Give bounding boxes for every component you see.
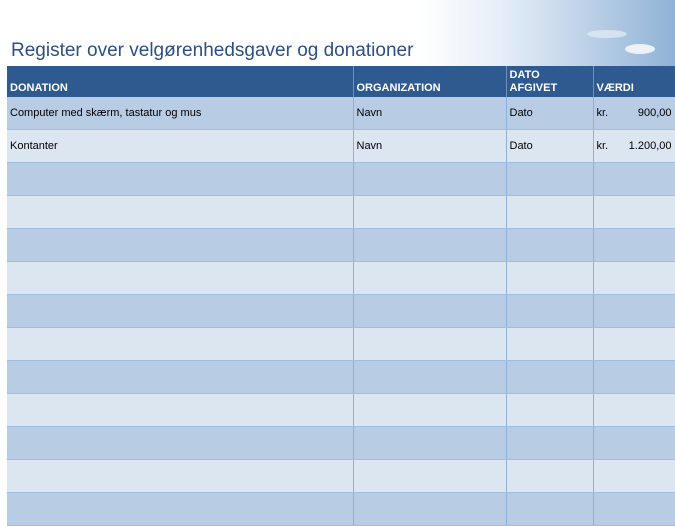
- cell-date[interactable]: [506, 493, 593, 526]
- cell-date[interactable]: [506, 196, 593, 229]
- cell-value[interactable]: [593, 163, 675, 196]
- currency: kr.: [596, 140, 609, 152]
- cell-date[interactable]: Dato: [506, 130, 593, 163]
- table-row: [7, 130, 675, 163]
- cell-donation[interactable]: Kontanter: [7, 130, 353, 163]
- cell-value[interactable]: [593, 295, 675, 328]
- cell-donation[interactable]: [7, 229, 353, 262]
- page-title: Register over velgørenhedsgaver og donationer: [11, 40, 414, 61]
- cell-date[interactable]: [506, 229, 593, 262]
- header-donation[interactable]: DONATION: [7, 66, 353, 97]
- cell-value[interactable]: [593, 328, 675, 361]
- cell-organization[interactable]: [353, 262, 506, 295]
- cell-date[interactable]: [506, 262, 593, 295]
- cell-organization[interactable]: Navn: [353, 130, 506, 163]
- table-row: [7, 427, 675, 460]
- table-row: [7, 163, 675, 196]
- cell-date[interactable]: [506, 460, 593, 493]
- cloud-decoration: [587, 30, 627, 38]
- table-row: [7, 328, 675, 361]
- amount: 1.200,00: [628, 140, 672, 152]
- cell-date[interactable]: [506, 295, 593, 328]
- table-row: [7, 262, 675, 295]
- cell-organization[interactable]: [353, 394, 506, 427]
- table-row: [7, 361, 675, 394]
- cell-donation[interactable]: [7, 196, 353, 229]
- table-row: [7, 460, 675, 493]
- cell-donation[interactable]: Computer med skærm, tastatur og mus: [7, 97, 353, 130]
- cell-donation[interactable]: [7, 394, 353, 427]
- cell-donation[interactable]: [7, 493, 353, 526]
- table-row: [7, 196, 675, 229]
- header-organization[interactable]: ORGANIZATION: [353, 66, 506, 97]
- cell-organization[interactable]: [353, 460, 506, 493]
- cell-donation[interactable]: [7, 295, 353, 328]
- cell-date[interactable]: [506, 394, 593, 427]
- header-row: [7, 66, 675, 97]
- cell-date[interactable]: [506, 427, 593, 460]
- cell-organization[interactable]: [353, 229, 506, 262]
- cell-donation[interactable]: [7, 427, 353, 460]
- cell-organization[interactable]: [353, 295, 506, 328]
- cell-value[interactable]: [593, 394, 675, 427]
- cell-donation[interactable]: [7, 163, 353, 196]
- cell-organization[interactable]: Navn: [353, 97, 506, 130]
- table-row: [7, 394, 675, 427]
- cell-organization[interactable]: [353, 361, 506, 394]
- cell-date[interactable]: [506, 328, 593, 361]
- header-date-line1: DATO: [509, 69, 540, 81]
- cell-donation[interactable]: [7, 328, 353, 361]
- cell-value[interactable]: [593, 361, 675, 394]
- cell-value[interactable]: [593, 493, 675, 526]
- donation-table: [7, 66, 675, 526]
- currency: kr.: [596, 107, 609, 119]
- amount: 900,00: [637, 107, 672, 119]
- cell-organization[interactable]: [353, 427, 506, 460]
- cell-date[interactable]: [506, 361, 593, 394]
- table-row: [7, 493, 675, 526]
- table-row: [7, 295, 675, 328]
- cell-organization[interactable]: [353, 163, 506, 196]
- cell-value[interactable]: [593, 427, 675, 460]
- cell-donation[interactable]: [7, 361, 353, 394]
- cell-value[interactable]: [593, 130, 675, 163]
- header-value[interactable]: VÆRDI: [593, 66, 675, 97]
- cell-donation[interactable]: [7, 460, 353, 493]
- header-date[interactable]: [506, 66, 593, 97]
- table-row: [7, 97, 675, 130]
- cell-organization[interactable]: [353, 196, 506, 229]
- cell-value[interactable]: [593, 97, 675, 130]
- table-row: [7, 229, 675, 262]
- cell-value[interactable]: [593, 229, 675, 262]
- cloud-decoration: [625, 44, 655, 54]
- header-date-line2: AFGIVET: [509, 82, 558, 94]
- cell-value[interactable]: [593, 460, 675, 493]
- cell-organization[interactable]: [353, 493, 506, 526]
- cell-donation[interactable]: [7, 262, 353, 295]
- cell-date[interactable]: Dato: [506, 97, 593, 130]
- cell-organization[interactable]: [353, 328, 506, 361]
- cell-date[interactable]: [506, 163, 593, 196]
- cell-value[interactable]: [593, 196, 675, 229]
- cell-value[interactable]: [593, 262, 675, 295]
